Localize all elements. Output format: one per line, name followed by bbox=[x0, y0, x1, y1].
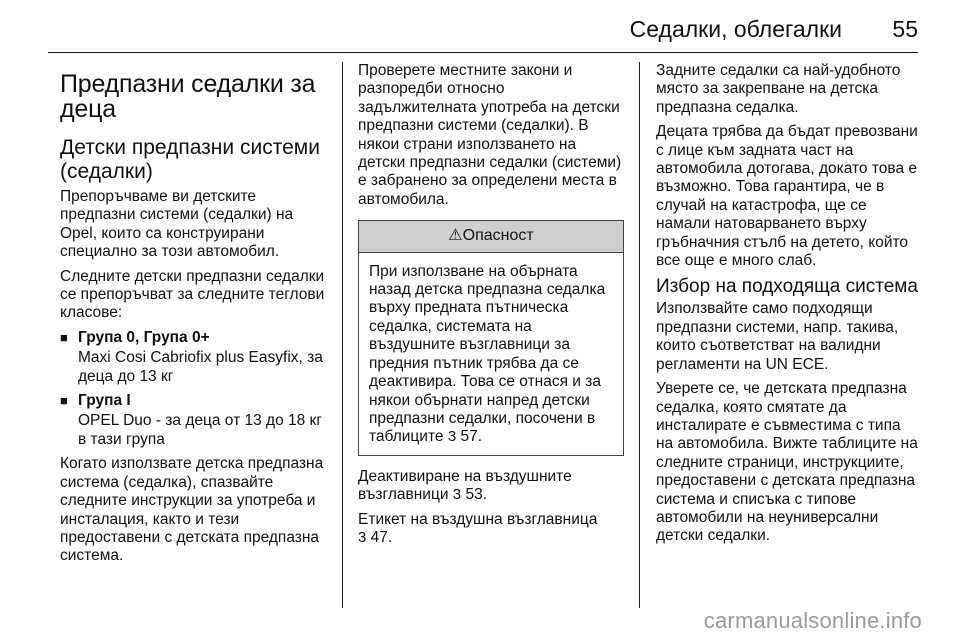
warning-box bbox=[358, 220, 624, 455]
paragraph: Когато използвате детска предпазна система (седалка), спазвайте следните инструкции за употреба и инсталация, както и тези предоставени с детската предпазна система. bbox=[60, 455, 324, 565]
page-reference[interactable]: 47. bbox=[370, 528, 393, 546]
warning-text bbox=[359, 253, 623, 455]
warning-triangle-icon: ⚠ bbox=[448, 227, 463, 245]
list-item-text: OPEL Duo - за деца от 13 до 18 кг в тази група bbox=[78, 412, 322, 448]
warning-title: Опасност bbox=[462, 227, 534, 245]
list-item bbox=[60, 392, 328, 410]
list-item bbox=[60, 329, 328, 347]
page-reference[interactable]: 53. bbox=[465, 486, 488, 504]
paragraph bbox=[358, 511, 624, 548]
page-reference-icon: 3 bbox=[452, 486, 462, 504]
list-item-heading: Група 0, Група 0+ bbox=[78, 328, 210, 346]
page-number: 55 bbox=[892, 16, 918, 42]
paragraph: Използвайте само подходящи предпазни системи, напр. такива, които съответстват на валидни регламенти на UN ECE. bbox=[656, 300, 899, 373]
column-divider bbox=[639, 62, 640, 608]
square-bullet-icon: ■ bbox=[60, 329, 68, 345]
list-item-heading: Група I bbox=[78, 392, 131, 410]
cross-reference-text: Деактивиране на въздушните възглавници bbox=[358, 467, 572, 504]
paragraph: Децата трябва да бъдат превозвани с лице към задната част на автомобила дотогава, докато това е възможно. Това гарантира, че в случай на катастрофа, ще се намали натоварването върху гръбначния стълб на детето, който все още е много слаб. bbox=[656, 123, 918, 270]
paragraph: Следните детски предпазни седалки се препоръчват за следните теглови класове: bbox=[60, 267, 325, 322]
section-heading: Детски предпазни системи (седалки) bbox=[60, 136, 320, 183]
middle-column bbox=[358, 62, 624, 553]
paragraph: Задните седалки са най-удобното място за закрепване на детска предпазна седалка. bbox=[656, 62, 901, 116]
page-reference-icon: 3 bbox=[358, 528, 367, 546]
column-divider bbox=[342, 62, 343, 608]
section-heading: Избор на подходяща система bbox=[656, 276, 918, 298]
paragraph: Проверете местните закони и разпоредби относно задължителната употреба на детски предпазни системи (седалки). В някои страни използването на детски предпазни седалки (системи) е забранено за определени места в автомобила. bbox=[358, 62, 622, 208]
cross-reference-text: Етикет на въздушна възглавница bbox=[358, 510, 598, 528]
warning-header bbox=[359, 221, 623, 252]
header-rule bbox=[48, 52, 918, 53]
left-column bbox=[60, 62, 328, 572]
paragraph: Препоръчваме ви детските предпазни системи (седалки) на Opel, които са конструирани специално за този автомобил. bbox=[60, 188, 294, 261]
square-bullet-icon: ■ bbox=[60, 393, 68, 409]
page-reference[interactable]: 57. bbox=[460, 428, 483, 446]
watermark: carmanualsonline.info bbox=[703, 608, 922, 633]
page-reference-icon: 3 bbox=[447, 428, 457, 446]
paragraph: Уверете се, че детската предпазна седалка, която смятате да инсталирате е съвместима с типа на автомобила. Вижте таблиците на следните страници, инструкциите, предоставени с детската предпазна система и списъка с типове автомобили на неуниверсални детски седалки. bbox=[656, 380, 918, 545]
bullet-list bbox=[60, 329, 328, 449]
section-title: Седалки, облегалки bbox=[629, 16, 842, 42]
paragraph bbox=[358, 468, 624, 505]
warning-body: При използване на обърната назад детска предпазна седалка върху предната пътническа седалка, системата на въздушните възглавници за предния пътник трябва да се деактивира. Това се отнася и за някои обърнати напред детски предпазни седалки, посочени в таблиците bbox=[369, 262, 606, 446]
chapter-heading: Предпазни седалки за деца bbox=[60, 70, 316, 123]
list-item-text: Maxi Cosi Cabriofix plus Easyfix, за деца до 13 кг bbox=[78, 349, 323, 385]
right-column bbox=[656, 62, 922, 552]
